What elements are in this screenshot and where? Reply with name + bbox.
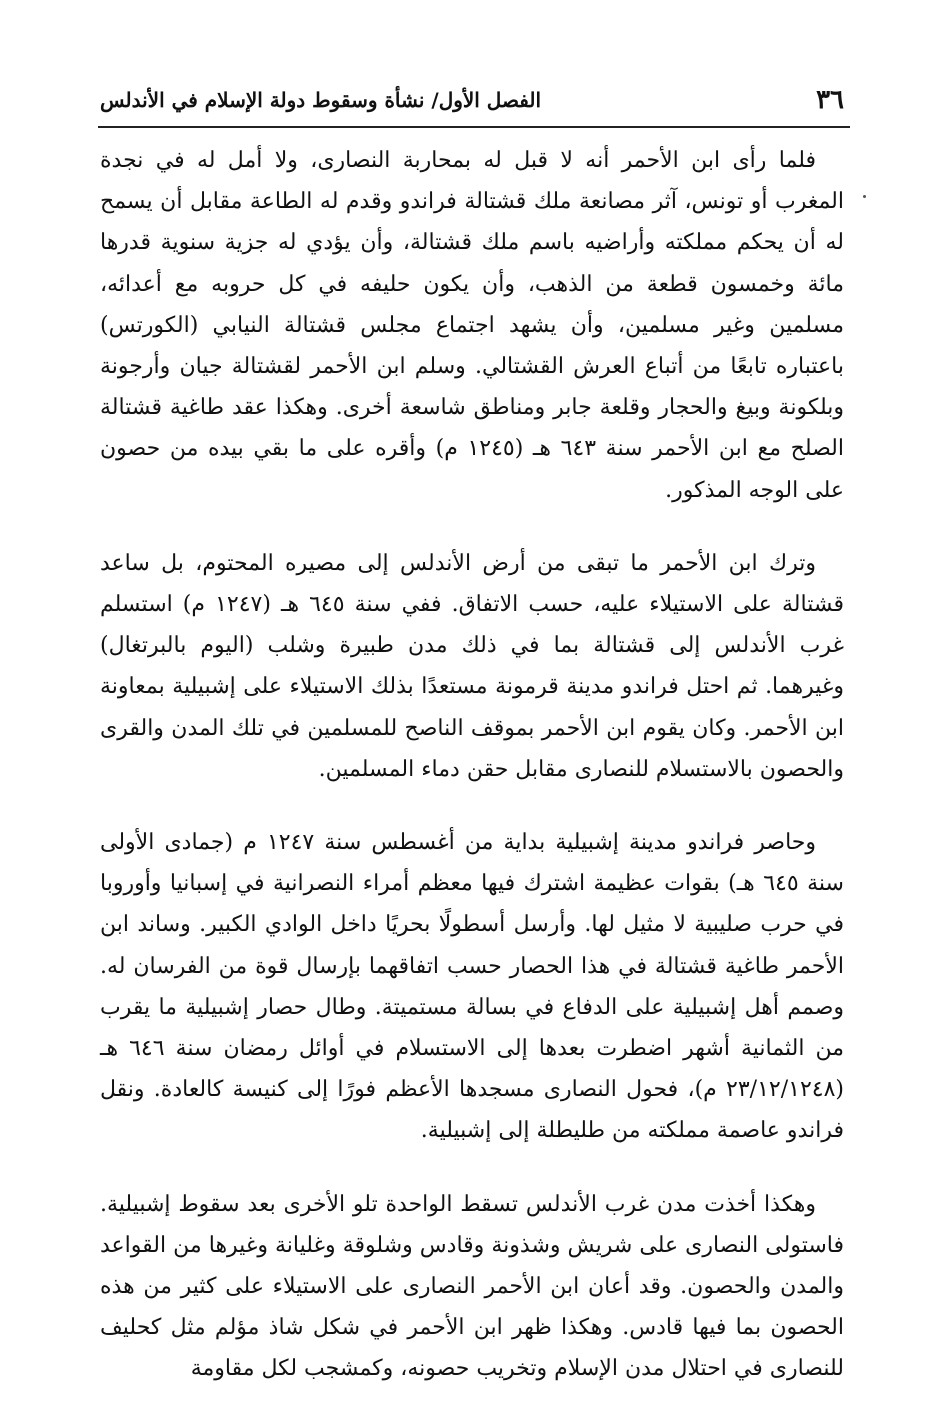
paragraph-2: وترك ابن الأحمر ما تبقى من أرض الأندلس إلى مصيره المحتوم، بل ساعد قشتالة على الاستيلاء عليه، حسب الاتفاق. ففي سنة ٦٤٥ هـ (١٢٤٧ م) استسلم غرب الأندلس إلى قشتالة بما في ذلك مدن طبيرة وشلب (اليوم بالبرتغال) وغيرهما. ثم احتل فراندو مدينة قرمونة مستعدًا بذلك الاستيلاء على إشبيلية بمعاونة ابن الأحمر. وكان يقوم ابن الأحمر بموقف الناصح للمسلمين في تلك المدن والقرى والحصون بالاستسلام للنصارى مقابل حقن دماء المسلمين. (100, 550, 844, 782)
body-text (100, 140, 844, 1422)
header-rule (98, 126, 850, 128)
page-number: ٣٦ (816, 85, 844, 115)
paragraph-1: فلما رأى ابن الأحمر أنه لا قبل له بمحاربة النصارى، ولا أمل له في نجدة المغرب أو تونس، آثر مصانعة ملك قشتالة فراندو وقدم له الطاعة مقابل أن يسمح له أن يحكم مملكته وأراضيه باسم ملك قشتالة، وأن يؤدي له جزية سنوية قدرها مائة وخمسون قطعة من الذهب، وأن يكون حليفه في كل حروبه مع أعدائه، مسلمين وغير مسلمين، وأن يشهد اجتماع مجلس قشتالة النيابي (الكورتس) باعتباره تابعًا من أتباع العرش القشتالي. وسلم ابن الأحمر لقشتالة جيان وأرجونة وبلكونة وبيغ والحجار وقلعة جابر ومناطق شاسعة أخرى. وهكذا عقد طاغية قشتالة الصلح مع ابن الأحمر سنة ٦٤٣ هـ (١٢٤٥ م) وأقره على ما بقي بيده من حصون على الوجه المذكور. (100, 148, 844, 503)
chapter-title: الفصل الأول/ نشأة وسقوط دولة الإسلام في الأندلس (100, 88, 542, 112)
running-head (100, 80, 844, 120)
margin-dot (863, 195, 866, 198)
paragraph-3: وحاصر فراندو مدينة إشبيلية بداية من أغسطس سنة ١٢٤٧ م (جمادى الأولى سنة ٦٤٥ هـ) بقوات عظيمة اشترك فيها معظم أمراء النصرانية في إسبانيا وأوروبا في حرب صليبية لا مثيل لها. وأرسل أسطولًا بحريًا داخل الوادي الكبير. وساند ابن الأحمر طاغية قشتالة في هذا الحصار حسب اتفاقهما بإرسال قوة من الفرسان له. وصمم أهل إشبيلية على الدفاع في بسالة مستميتة. وطال حصار إشبيلية ما يقرب من الثمانية أشهر اضطرت بعدها إلى الاستسلام في أوائل رمضان سنة ٦٤٦ هـ (٢٣/١٢/١٢٤٨ م)، فحول النصارى مسجدها الأعظم فورًا إلى كنيسة كالعادة. ونقل فراندو عاصمة مملكته من طليطلة إلى إشبيلية. (100, 830, 844, 1144)
paragraph-4: وهكذا أخذت مدن غرب الأندلس تسقط الواحدة تلو الأخرى بعد سقوط إشبيلية. فاستولى النصارى على شريش وشذونة وقادس وشلوقة وغليانة وغيرها من القواعد والمدن والحصون. وقد أعان ابن الأحمر النصارى على الاستيلاء على كثير من هذه الحصون بما فيها قادس. وهكذا ظهر ابن الأحمر في شكل شاذ مؤلم مثل كحليف للنصارى في احتلال مدن الإسلام وتخريب حصونه، وكمشجب لكل مقاومة (100, 1191, 844, 1382)
